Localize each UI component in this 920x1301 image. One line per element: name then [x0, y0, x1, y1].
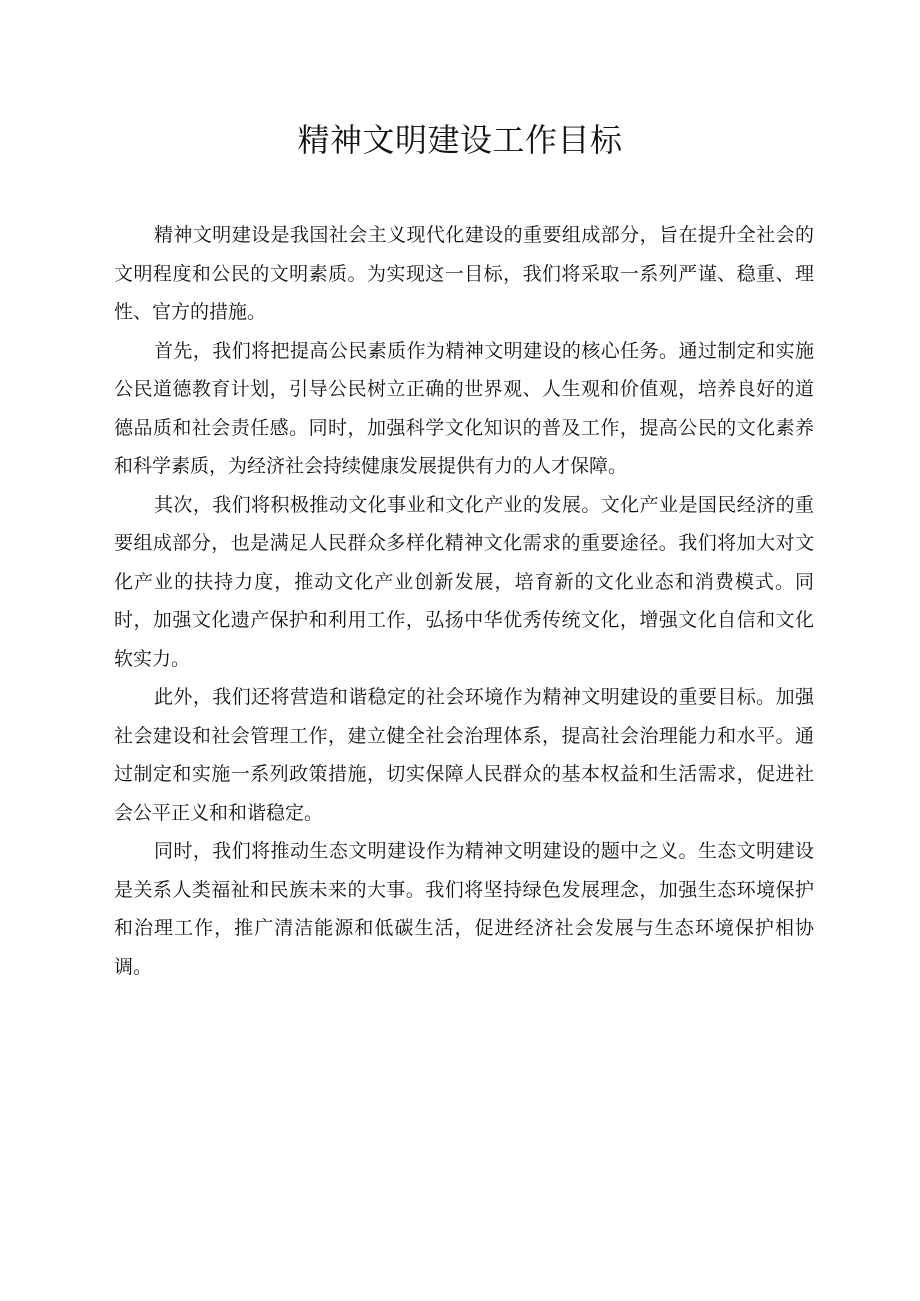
paragraph-ecological-civilization: 同时，我们将推动生态文明建设作为精神文明建设的题中之义。生态文明建设是关系人类福祉和民族未来的大事。我们将坚持绿色发展理念，加强生态环境保护和治理工作，推广清洁能源和低碳生活，促进经济社会发展与生态环境保护相协调。 [114, 840, 814, 978]
document-body [114, 216, 814, 986]
paragraph-social-environment: 此外，我们还将营造和谐稳定的社会环境作为精神文明建设的重要目标。加强社会建设和社会管理工作，建立健全社会治理体系，提高社会治理能力和水平。通过制定和实施一系列政策措施，切实保障人民群众的基本权益和生活需求，促进社会公平正义和和谐稳定。 [114, 686, 814, 824]
paragraph-culture-industry: 其次，我们将积极推动文化事业和文化产业的发展。文化产业是国民经济的重要组成部分，也是满足人民群众多样化精神文化需求的重要途径。我们将加大对文化产业的扶持力度，推动文化产业创新发展，培育新的文化业态和消费模式。同时，加强文化遗产保护和利用工作，弘扬中华优秀传统文化，增强文化自信和文化软实力。 [114, 493, 814, 670]
document-title: 精神文明建设工作目标 [297, 121, 623, 159]
paragraph-citizen-quality: 首先，我们将把提高公民素质作为精神文明建设的核心任务。通过制定和实施公民道德教育计划，引导公民树立正确的世界观、人生观和价值观，培养良好的道德品质和社会责任感。同时，加强科学文化知识的普及工作，提高公民的文化素养和科学素质，为经济社会持续健康发展提供有力的人才保障。 [114, 339, 814, 477]
paragraph-intro: 精神文明建设是我国社会主义现代化建设的重要组成部分，旨在提升全社会的文明程度和公民的文明素质。为实现这一目标，我们将采取一系列严谨、稳重、理性、官方的措施。 [114, 224, 814, 323]
